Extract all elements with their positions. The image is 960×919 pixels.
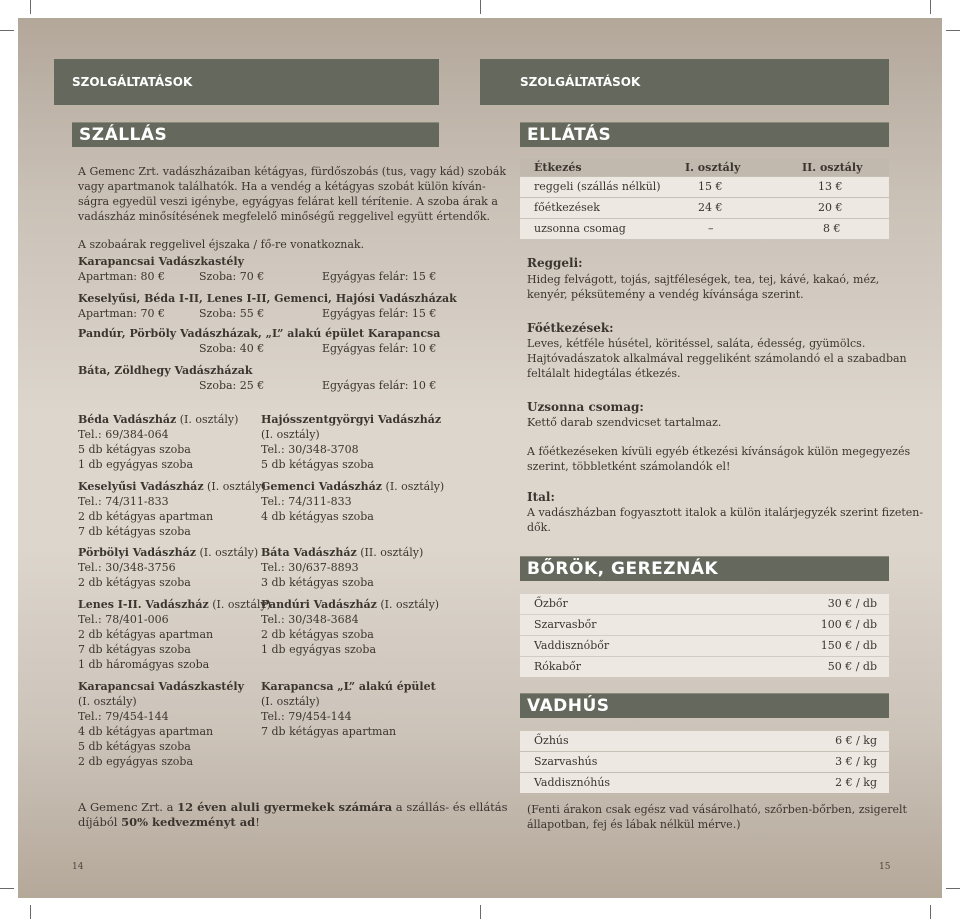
house-detail: 2 db egyágyas szoba bbox=[78, 755, 194, 768]
table-cell: reggeli (szállás nélkül) bbox=[534, 180, 661, 193]
house-detail: 3 db kétágyas szoba bbox=[261, 576, 374, 589]
ital-text: dők. bbox=[527, 521, 551, 534]
crop-mark bbox=[0, 888, 14, 889]
price-felar: Egyágyas felár: 10 € bbox=[322, 342, 437, 355]
house-detail: 2 db kétágyas szoba bbox=[78, 576, 191, 589]
table-cell: Őzhús bbox=[534, 734, 569, 747]
house-detail: 5 db kétágyas szoba bbox=[78, 443, 191, 456]
house-detail: 1 db háromágyas szoba bbox=[78, 658, 210, 671]
reggeli-text: kenyér, péksütemény a vendég kívánsága szerint. bbox=[527, 288, 804, 301]
heading-borok: BŐRÖK, GEREZNÁK bbox=[520, 556, 889, 581]
price-szoba: Szoba: 70 € bbox=[199, 270, 265, 283]
discount-note: A Gemenc Zrt. a 12 éven aluli gyermekek számára a szállás- és ellátás bbox=[78, 800, 508, 814]
house-detail: Tel.: 30/637-8893 bbox=[261, 561, 359, 574]
house-detail: 1 db egyágyas szoba bbox=[78, 458, 194, 471]
table-cell: 8 € bbox=[823, 222, 841, 235]
house-detail: 2 db kétágyas szoba bbox=[261, 628, 374, 641]
house-name: Karapancsa „L” alakú épület bbox=[261, 680, 436, 693]
table-row bbox=[520, 636, 889, 656]
crop-mark bbox=[946, 30, 960, 31]
table-row bbox=[520, 731, 889, 751]
price-szoba: Szoba: 40 € bbox=[199, 342, 265, 355]
house-detail: 7 db kétágyas szoba bbox=[78, 643, 191, 656]
price-note: A szobaárak reggelivel éjszaka / fő-re vonatkoznak. bbox=[78, 238, 365, 251]
table-cell: Rókabőr bbox=[534, 660, 582, 673]
table-row bbox=[520, 198, 889, 218]
table-cell: Vaddisznóhús bbox=[534, 776, 611, 789]
ital-text: A vadászházban fogyasztott italok a külön italárjegyzék szerint fizeten- bbox=[527, 506, 924, 519]
house-detail: Tel.: 74/311-833 bbox=[78, 495, 169, 508]
heading-szallas: SZÁLLÁS bbox=[72, 122, 439, 147]
house-detail: Tel.: 30/348-3684 bbox=[261, 613, 359, 626]
reggeli-text: Hideg felvágott, tojás, sajtféleségek, tea, tej, kávé, kakaó, méz, bbox=[527, 273, 880, 286]
house-detail: 5 db kétágyas szoba bbox=[261, 458, 374, 471]
uzsonna-title: Uzsonna csomag: bbox=[527, 400, 644, 414]
table-row bbox=[520, 177, 889, 197]
house-detail: Tel.: 74/311-833 bbox=[261, 495, 352, 508]
table-cell: 100 € / db bbox=[820, 618, 877, 631]
table-cell: 6 € / kg bbox=[835, 734, 877, 747]
table-row bbox=[520, 752, 889, 772]
price-felar: Egyágyas felár: 10 € bbox=[322, 379, 437, 392]
price-szoba: Szoba: 55 € bbox=[199, 307, 265, 320]
price-felar: Egyágyas felár: 15 € bbox=[322, 307, 437, 320]
house-detail: Tel.: 69/384-064 bbox=[78, 428, 169, 441]
house-detail: (I. osztály) bbox=[78, 695, 137, 708]
ital-title: Ital: bbox=[527, 490, 555, 504]
house-name: Karapancsai Vadászkastély bbox=[78, 680, 244, 693]
table-cell: 2 € / kg bbox=[835, 776, 877, 789]
house-name: Hajósszentgyörgyi Vadászház bbox=[261, 413, 442, 426]
table-header-cell: Étkezés bbox=[534, 161, 582, 174]
crop-mark bbox=[480, 0, 481, 14]
table-cell: Szarvasbőr bbox=[534, 618, 597, 631]
table-row bbox=[520, 615, 889, 635]
left-section-band: SZOLGÁLTATÁSOK bbox=[54, 59, 439, 105]
house-name: Báta Vadászház (II. osztály) bbox=[261, 546, 424, 559]
intro-line: A Gemenc Zrt. vadászházaiban kétágyas, fürdőszobás (tus, vagy kád) szobák bbox=[78, 165, 507, 178]
table-cell: 15 € bbox=[698, 180, 723, 193]
crop-mark bbox=[30, 0, 31, 14]
house-detail: Tel.: 79/454-144 bbox=[261, 710, 352, 723]
table-cell: Szarvashús bbox=[534, 755, 598, 768]
extra-text: A főétkezéseken kívüli egyéb étkezési kívánságok külön megegyezés bbox=[527, 445, 911, 458]
house-detail: 4 db kétágyas szoba bbox=[261, 510, 374, 523]
price-block-title: Karapancsai Vadászkastély bbox=[78, 255, 244, 268]
closing-note: állapotban, fej és lábak nélkül mérve.) bbox=[527, 818, 741, 831]
house-detail: 2 db kétágyas apartman bbox=[78, 510, 214, 523]
table-cell: – bbox=[708, 222, 714, 235]
house-name: Béda Vadászház (I. osztály) bbox=[78, 413, 239, 426]
table-row bbox=[520, 219, 889, 239]
extra-text: szerint, többletként számolandók el! bbox=[527, 460, 731, 473]
house-detail: Tel.: 78/401-006 bbox=[78, 613, 169, 626]
house-detail: 7 db kétágyas apartman bbox=[261, 725, 397, 738]
foetkezes-text: Hajtóvadászatok alkalmával reggeliként számolandó el a szabadban bbox=[527, 352, 907, 365]
table-cell: 150 € / db bbox=[820, 639, 877, 652]
price-block-title: Báta, Zöldhegy Vadászházak bbox=[78, 364, 253, 377]
table-row bbox=[520, 773, 889, 793]
house-name: Gemenci Vadászház (I. osztály) bbox=[261, 480, 445, 493]
closing-note: (Fenti árakon csak egész vad vásárolható, szőrben-bőrben, zsigerelt bbox=[527, 803, 907, 816]
crop-mark bbox=[30, 905, 31, 919]
house-name: Pörbölyi Vadászház (I. osztály) bbox=[78, 546, 259, 559]
crop-mark bbox=[946, 888, 960, 889]
reggeli-title: Reggeli: bbox=[527, 256, 583, 270]
house-name: Keselyűsi Vadászház (I. osztály) bbox=[78, 480, 266, 493]
price-szoba: Szoba: 25 € bbox=[199, 379, 265, 392]
crop-mark bbox=[480, 905, 481, 919]
table-cell: 24 € bbox=[698, 201, 723, 214]
table-cell: 30 € / db bbox=[827, 597, 877, 610]
table-cell: 13 € bbox=[818, 180, 843, 193]
page-number: 14 bbox=[72, 862, 84, 872]
crop-mark bbox=[930, 905, 931, 919]
table-row bbox=[520, 657, 889, 677]
table-header-cell: II. osztály bbox=[802, 161, 863, 174]
table-cell: Őzbőr bbox=[534, 597, 568, 610]
house-name: Lenes I-II. Vadászház (I. osztály) bbox=[78, 598, 271, 611]
house-detail: Tel.: 30/348-3708 bbox=[261, 443, 359, 456]
foetkezes-text: feltálalt hidegtálas étkezés. bbox=[527, 367, 681, 380]
price-apartman: Apartman: 80 € bbox=[78, 270, 165, 283]
page-number: 15 bbox=[879, 862, 891, 872]
uzsonna-text: Kettő darab szendvicset tartalmaz. bbox=[527, 416, 722, 429]
price-block-title: Pandúr, Pörböly Vadászházak, „L” alakú épület Karapancsa bbox=[78, 327, 441, 340]
house-detail: Tel.: 30/348-3756 bbox=[78, 561, 176, 574]
house-detail: 5 db kétágyas szoba bbox=[78, 740, 191, 753]
table-cell: 20 € bbox=[818, 201, 843, 214]
table-cell: főétkezések bbox=[534, 201, 600, 214]
table-cell: Vaddisznóbőr bbox=[534, 639, 610, 652]
table-cell: 3 € / kg bbox=[835, 755, 877, 768]
foetkezes-text: Leves, kétféle húsétel, köritéssel, saláta, édesség, gyümölcs. bbox=[527, 337, 866, 350]
table-cell: 50 € / db bbox=[827, 660, 877, 673]
price-felar: Egyágyas felár: 15 € bbox=[322, 270, 437, 283]
heading-vadhus: VADHÚS bbox=[520, 693, 889, 718]
price-apartman: Apartman: 70 € bbox=[78, 307, 165, 320]
right-section-band: SZOLGÁLTATÁSOK bbox=[480, 59, 889, 105]
house-detail: (I. osztály) bbox=[261, 428, 320, 441]
discount-note: díjából 50% kedvezményt ad! bbox=[78, 815, 260, 829]
table-row bbox=[520, 594, 889, 614]
table-cell: uzsonna csomag bbox=[534, 222, 626, 235]
intro-line: ságra egyedül veszi igénybe, egyágyas felárat kell térítenie. A szoba árak a bbox=[78, 195, 498, 208]
foetkezes-title: Főétkezések: bbox=[527, 321, 614, 335]
house-detail: 7 db kétágyas szoba bbox=[78, 525, 191, 538]
house-name: Pandúri Vadászház (I. osztály) bbox=[261, 598, 440, 611]
price-block-title: Keselyűsi, Béda I-II, Lenes I-II, Gemenci, Hajósi Vadászházak bbox=[78, 292, 457, 305]
house-detail: 1 db egyágyas szoba bbox=[261, 643, 377, 656]
table-header-row bbox=[520, 159, 889, 176]
table-header-cell: I. osztály bbox=[685, 161, 741, 174]
intro-line: vagy apartmanok találhatók. Ha a vendég a kétágyas szobát külön kíván- bbox=[78, 180, 486, 193]
house-detail: Tel.: 79/454-144 bbox=[78, 710, 169, 723]
house-detail: 2 db kétágyas apartman bbox=[78, 628, 214, 641]
house-detail: (I. osztály) bbox=[261, 695, 320, 708]
crop-mark bbox=[930, 0, 931, 14]
intro-line: vadászház minősítésének megfelelő minőségű reggelivel együtt értendők. bbox=[78, 210, 491, 223]
house-detail: 4 db kétágyas apartman bbox=[78, 725, 214, 738]
heading-ellatas: ELLÁTÁS bbox=[520, 122, 889, 147]
crop-mark bbox=[0, 30, 14, 31]
